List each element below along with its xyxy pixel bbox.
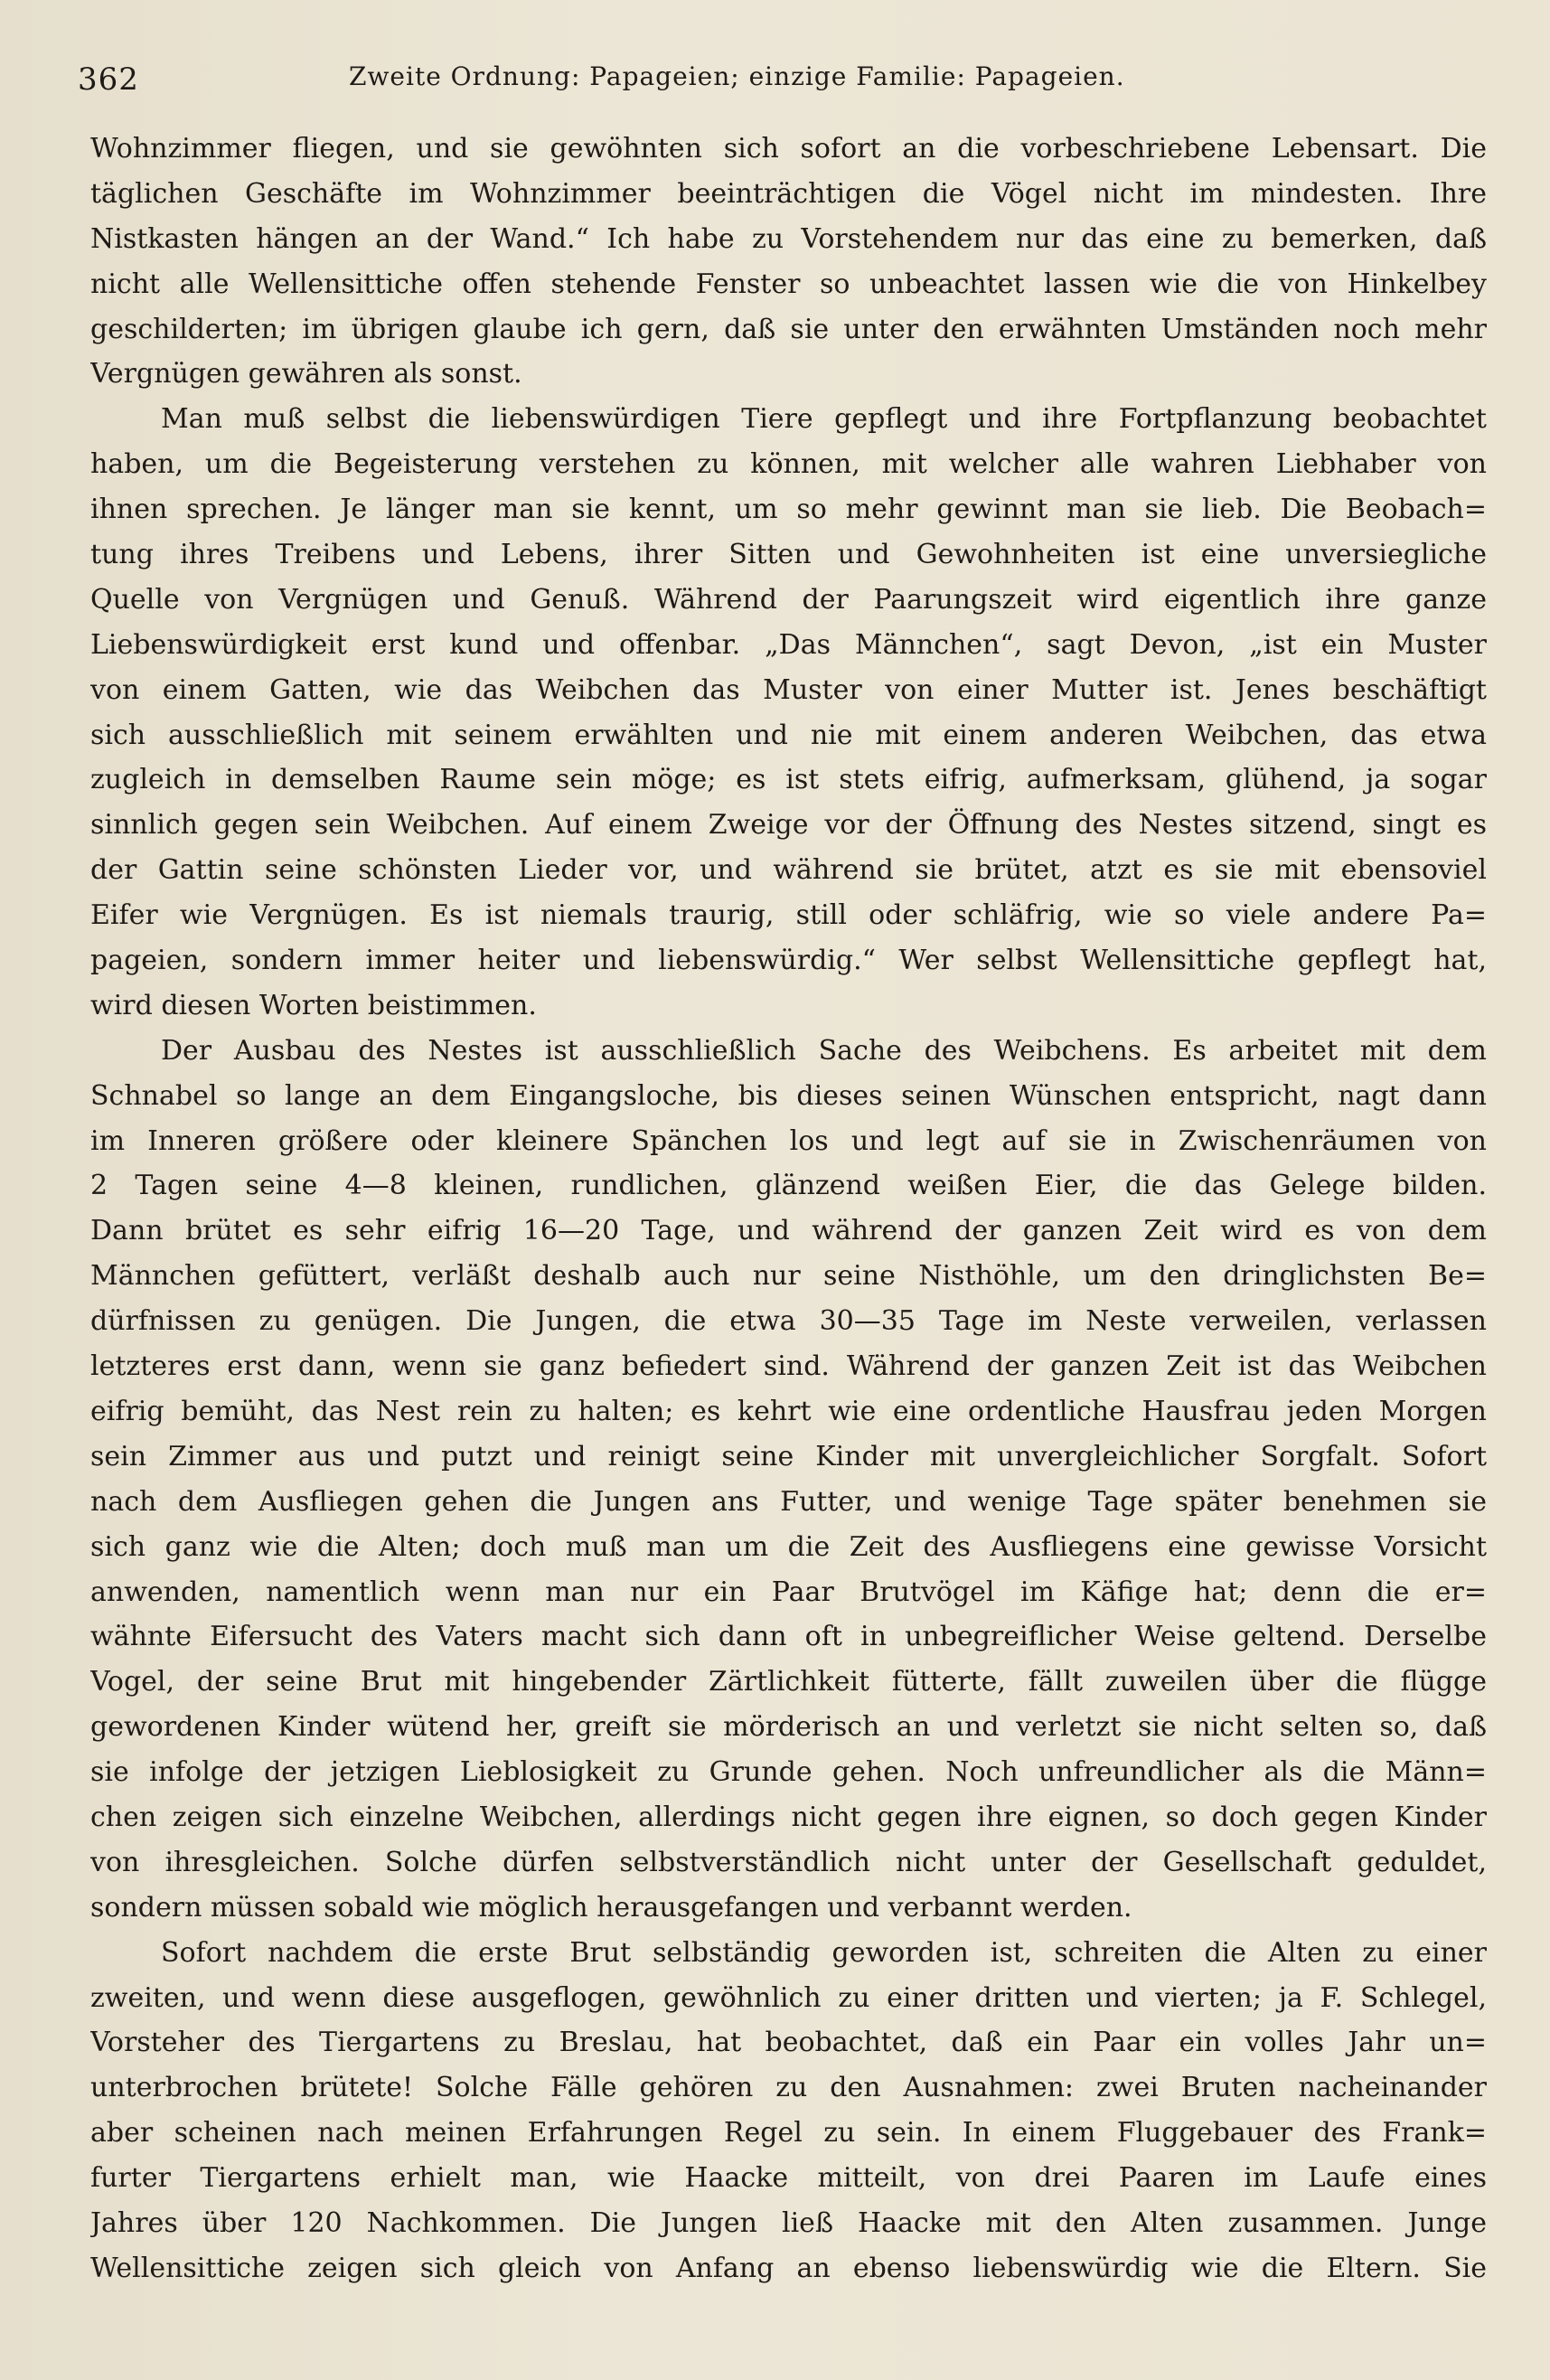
text-line: ihnen sprechen. Je länger man sie kennt, um so mehr gewinnt man sie lieb. Die Beobach= — [90, 494, 1487, 526]
text-line: furter Tiergartens erhielt man, wie Haacke mitteilt, von drei Paaren im Laufe eines — [90, 2162, 1487, 2195]
text-line: geschilderten; im übrigen glaube ich gern, daß sie unter den erwähnten Umständen noch mehr — [90, 313, 1487, 345]
running-head: Zweite Ordnung: Papageien; einzige Familie: Papageien. — [349, 61, 1125, 91]
text-line: chen zeigen sich einzelne Weibchen, allerdings nicht gegen ihre eignen, so doch gegen Kinder — [90, 1801, 1487, 1833]
text-line: Der Ausbau des Nestes ist ausschließlich Sache des Weibchens. Es arbeitet mit dem — [161, 1034, 1487, 1067]
text-line: sondern müssen sobald wie möglich herausgefangen und verbannt werden. — [90, 1891, 1132, 1924]
text-line: Vorsteher des Tiergartens zu Breslau, hat beobachtet, daß ein Paar ein volles Jahr un= — [90, 2027, 1487, 2059]
text-line: Dann brütet es sehr eifrig 16—20 Tage, und während der ganzen Zeit wird es von dem — [90, 1215, 1487, 1247]
text-line: Liebenswürdigkeit erst kund und offenbar. „Das Männchen“, sagt Devon, „ist ein Muster — [90, 628, 1487, 661]
text-line: Wellensittiche zeigen sich gleich von Anfang an ebenso liebenswürdig wie die Eltern. Sie — [90, 2252, 1487, 2284]
text-line: nicht alle Wellensittiche offen stehende Fenster so unbeachtet lassen wie die von Hinkelbey — [90, 268, 1487, 300]
text-line: pageien, sondern immer heiter und liebenswürdig.“ Wer selbst Wellensittiche gepflegt hat, — [90, 945, 1487, 977]
text-line: sie infolge der jetzigen Lieblosigkeit zu Grunde gehen. Noch unfreundlicher als die Männ= — [90, 1756, 1487, 1789]
page-number: 362 — [78, 61, 139, 98]
text-line: gewordenen Kinder wütend her, greift sie mörderisch an und verletzt sie nicht selten so, daß — [90, 1711, 1487, 1744]
text-line: sich ausschließlich mit seinem erwählten und nie mit einem anderen Weibchen, das etwa — [90, 719, 1487, 751]
text-line: zweiten, und wenn diese ausgeflogen, gewöhnlich zu einer dritten und vierten; ja F. Schlegel, — [90, 1981, 1487, 2014]
text-line: eifrig bemüht, das Nest rein zu halten; es kehrt wie eine ordentliche Hausfrau jeden Morgen — [90, 1395, 1487, 1427]
text-line: sinnlich gegen sein Weibchen. Auf einem Zweige vor der Öffnung des Nestes sitzend, singt es — [90, 809, 1487, 842]
text-line: dürfnissen zu genügen. Die Jungen, die etwa 30—35 Tage im Neste verweilen, verlassen — [90, 1305, 1487, 1338]
body-text — [90, 127, 1487, 2291]
text-line: im Inneren größere oder kleinere Spänchen los und legt auf sie in Zwischenräumen von — [90, 1124, 1487, 1157]
text-line: wähnte Eifersucht des Vaters macht sich dann oft in unbegreiflicher Weise geltend. Derselbe — [90, 1621, 1487, 1653]
page-header — [78, 56, 1488, 110]
text-line: sich ganz wie die Alten; doch muß man um die Zeit des Ausfliegens eine gewisse Vorsicht — [90, 1530, 1487, 1563]
text-line: Männchen gefüttert, verläßt deshalb auch nur seine Nisthöhle, um den dringlichsten Be= — [90, 1260, 1487, 1293]
text-line: tung ihres Treibens und Lebens, ihrer Sitten und Gewohnheiten ist eine unversiegliche — [90, 539, 1487, 571]
text-line: letzteres erst dann, wenn sie ganz befiedert sind. Während der ganzen Zeit ist das Weibchen — [90, 1350, 1487, 1383]
text-line: von ihresgleichen. Solche dürfen selbstverständlich nicht unter der Gesellschaft geduldet, — [90, 1846, 1487, 1878]
text-line: Nistkasten hängen an der Wand.“ Ich habe zu Vorstehendem nur das eine zu bemerken, daß — [90, 222, 1487, 255]
text-line: der Gattin seine schönsten Lieder vor, und während sie brütet, atzt es sie mit ebensoviel — [90, 854, 1487, 887]
text-line: unterbrochen brütete! Solche Fälle gehören zu den Ausnahmen: zwei Bruten nacheinander — [90, 2072, 1487, 2104]
text-line: Schnabel so lange an dem Eingangsloche, bis dieses seinen Wünschen entspricht, nagt dann — [90, 1079, 1487, 1112]
text-line: zugleich in demselben Raume sein möge; es ist stets eifrig, aufmerksam, glühend, ja sogar — [90, 764, 1487, 796]
text-line: haben, um die Begeisterung verstehen zu können, mit welcher alle wahren Liebhaber von — [90, 448, 1487, 481]
text-line: Wohnzimmer fliegen, und sie gewöhnten sich sofort an die vorbeschriebene Lebensart. Die — [90, 133, 1487, 165]
text-line: wird diesen Worten beistimmen. — [90, 989, 537, 1021]
text-line: sein Zimmer aus und putzt und reinigt seine Kinder mit unvergleichlicher Sorgfalt. Sofort — [90, 1440, 1487, 1472]
text-line: Sofort nachdem die erste Brut selbständig geworden ist, schreiten die Alten zu einer — [161, 1936, 1487, 1969]
text-line: anwenden, namentlich wenn man nur ein Paar Brutvögel im Käfige hat; denn die er= — [90, 1576, 1487, 1608]
text-line: Man muß selbst die liebenswürdigen Tiere gepflegt und ihre Fortpflanzung beobachtet — [161, 403, 1487, 436]
text-line: Quelle von Vergnügen und Genuß. Während der Paarungszeit wird eigentlich ihre ganze — [90, 583, 1487, 616]
text-line: Vogel, der seine Brut mit hingebender Zärtlichkeit fütterte, fällt zuweilen über die flügge — [90, 1666, 1487, 1698]
text-line: nach dem Ausfliegen gehen die Jungen ans Futter, und wenige Tage später benehmen sie — [90, 1485, 1487, 1518]
text-line: Jahres über 120 Nachkommen. Die Jungen ließ Haacke mit den Alten zusammen. Junge — [90, 2206, 1487, 2239]
text-line: Vergnügen gewähren als sonst. — [90, 358, 522, 390]
text-line: 2 Tagen seine 4—8 kleinen, rundlichen, glänzend weißen Eier, die das Gelege bilden. — [90, 1170, 1487, 1202]
text-line: täglichen Geschäfte im Wohnzimmer beeinträchtigen die Vögel nicht im mindesten. Ihre — [90, 177, 1487, 210]
text-line: Eifer wie Vergnügen. Es ist niemals traurig, still oder schläfrig, wie so viele andere Pa= — [90, 899, 1487, 932]
text-line: von einem Gatten, wie das Weibchen das Muster von einer Mutter ist. Jenes beschäftigt — [90, 673, 1487, 706]
text-line: aber scheinen nach meinen Erfahrungen Regel zu sein. In einem Fluggebauer des Frank= — [90, 2117, 1487, 2150]
